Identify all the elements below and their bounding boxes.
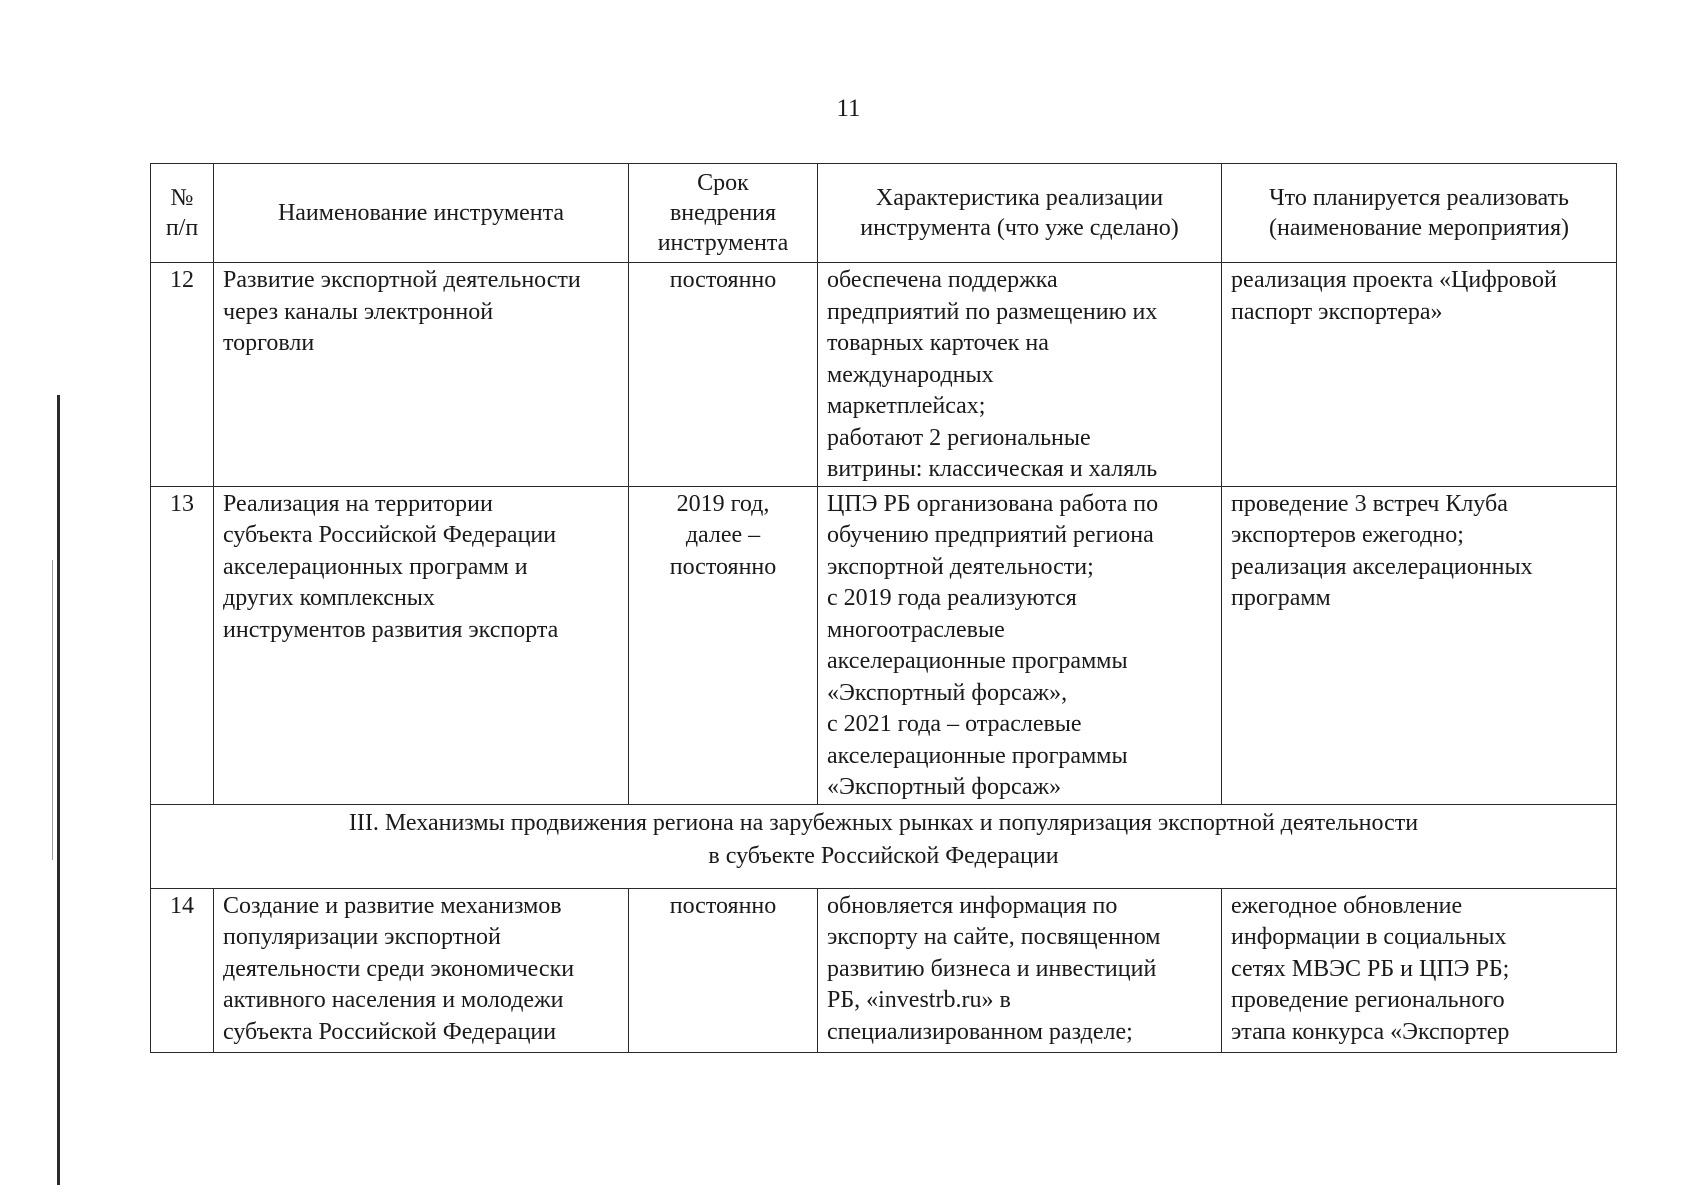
table-row bbox=[151, 888, 1617, 1052]
header-implementation-term: Срок внедрения инструмента bbox=[629, 164, 818, 263]
instrument-name: Реализация на территории субъекта Российской Федерации акселерационных программ и других комплексных инструментов развития экспорта bbox=[214, 486, 629, 804]
table-row bbox=[151, 263, 1617, 487]
page-number: 11 bbox=[836, 95, 861, 122]
row-number: 12 bbox=[151, 263, 214, 487]
implementation-done: ЦПЭ РБ организована работа по обучению предприятий региона экспортной деятельности; с 2019 года реализуются многоотраслевые акселерационные программы «Экспортный форсаж», с 2021 года – отраслевые акселерационные программы «Экспортный форсаж» bbox=[818, 486, 1222, 804]
planned-activity: реализация проекта «Цифровой паспорт экспортера» bbox=[1222, 263, 1617, 487]
scan-edge-mark-thin bbox=[52, 560, 53, 860]
header-implementation-done: Характеристика реализации инструмента (что уже сделано) bbox=[818, 164, 1222, 263]
table-header-row bbox=[151, 164, 1617, 263]
instrument-name: Развитие экспортной деятельности через каналы электронной торговли bbox=[214, 263, 629, 487]
header-num: № п/п bbox=[151, 164, 214, 263]
planned-activity: ежегодное обновление информации в социальных сетях МВЭС РБ и ЦПЭ РБ; проведение регионального этапа конкурса «Экспортер bbox=[1222, 888, 1617, 1052]
scan-edge-mark bbox=[57, 395, 60, 1185]
section-row bbox=[151, 804, 1617, 888]
section-heading: III. Механизмы продвижения региона на зарубежных рынках и популяризация экспортной деятельности в субъекте Российской Федерации bbox=[151, 804, 1617, 888]
header-planned: Что планируется реализовать (наименование мероприятия) bbox=[1222, 164, 1617, 263]
instrument-name: Создание и развитие механизмов популяризации экспортной деятельности среди экономически активного населения и молодежи субъекта Российской Федерации bbox=[214, 888, 629, 1052]
implementation-term: постоянно bbox=[629, 888, 818, 1052]
header-instrument-name: Наименование инструмента bbox=[214, 164, 629, 263]
implementation-term: 2019 год, далее – постоянно bbox=[629, 486, 818, 804]
instruments-table bbox=[150, 163, 1617, 1053]
implementation-done: обновляется информация по экспорту на сайте, посвященном развитию бизнеса и инвестиций РБ, «investrb.ru» в специализированном разделе; bbox=[818, 888, 1222, 1052]
implementation-done: обеспечена поддержка предприятий по размещению их товарных карточек на международных маркетплейсах; работают 2 региональные витрины: классическая и халяль bbox=[818, 263, 1222, 487]
row-number: 14 bbox=[151, 888, 214, 1052]
planned-activity: проведение 3 встреч Клуба экспортеров ежегодно; реализация акселерационных программ bbox=[1222, 486, 1617, 804]
table-row bbox=[151, 486, 1617, 804]
implementation-term: постоянно bbox=[629, 263, 818, 487]
row-number: 13 bbox=[151, 486, 214, 804]
